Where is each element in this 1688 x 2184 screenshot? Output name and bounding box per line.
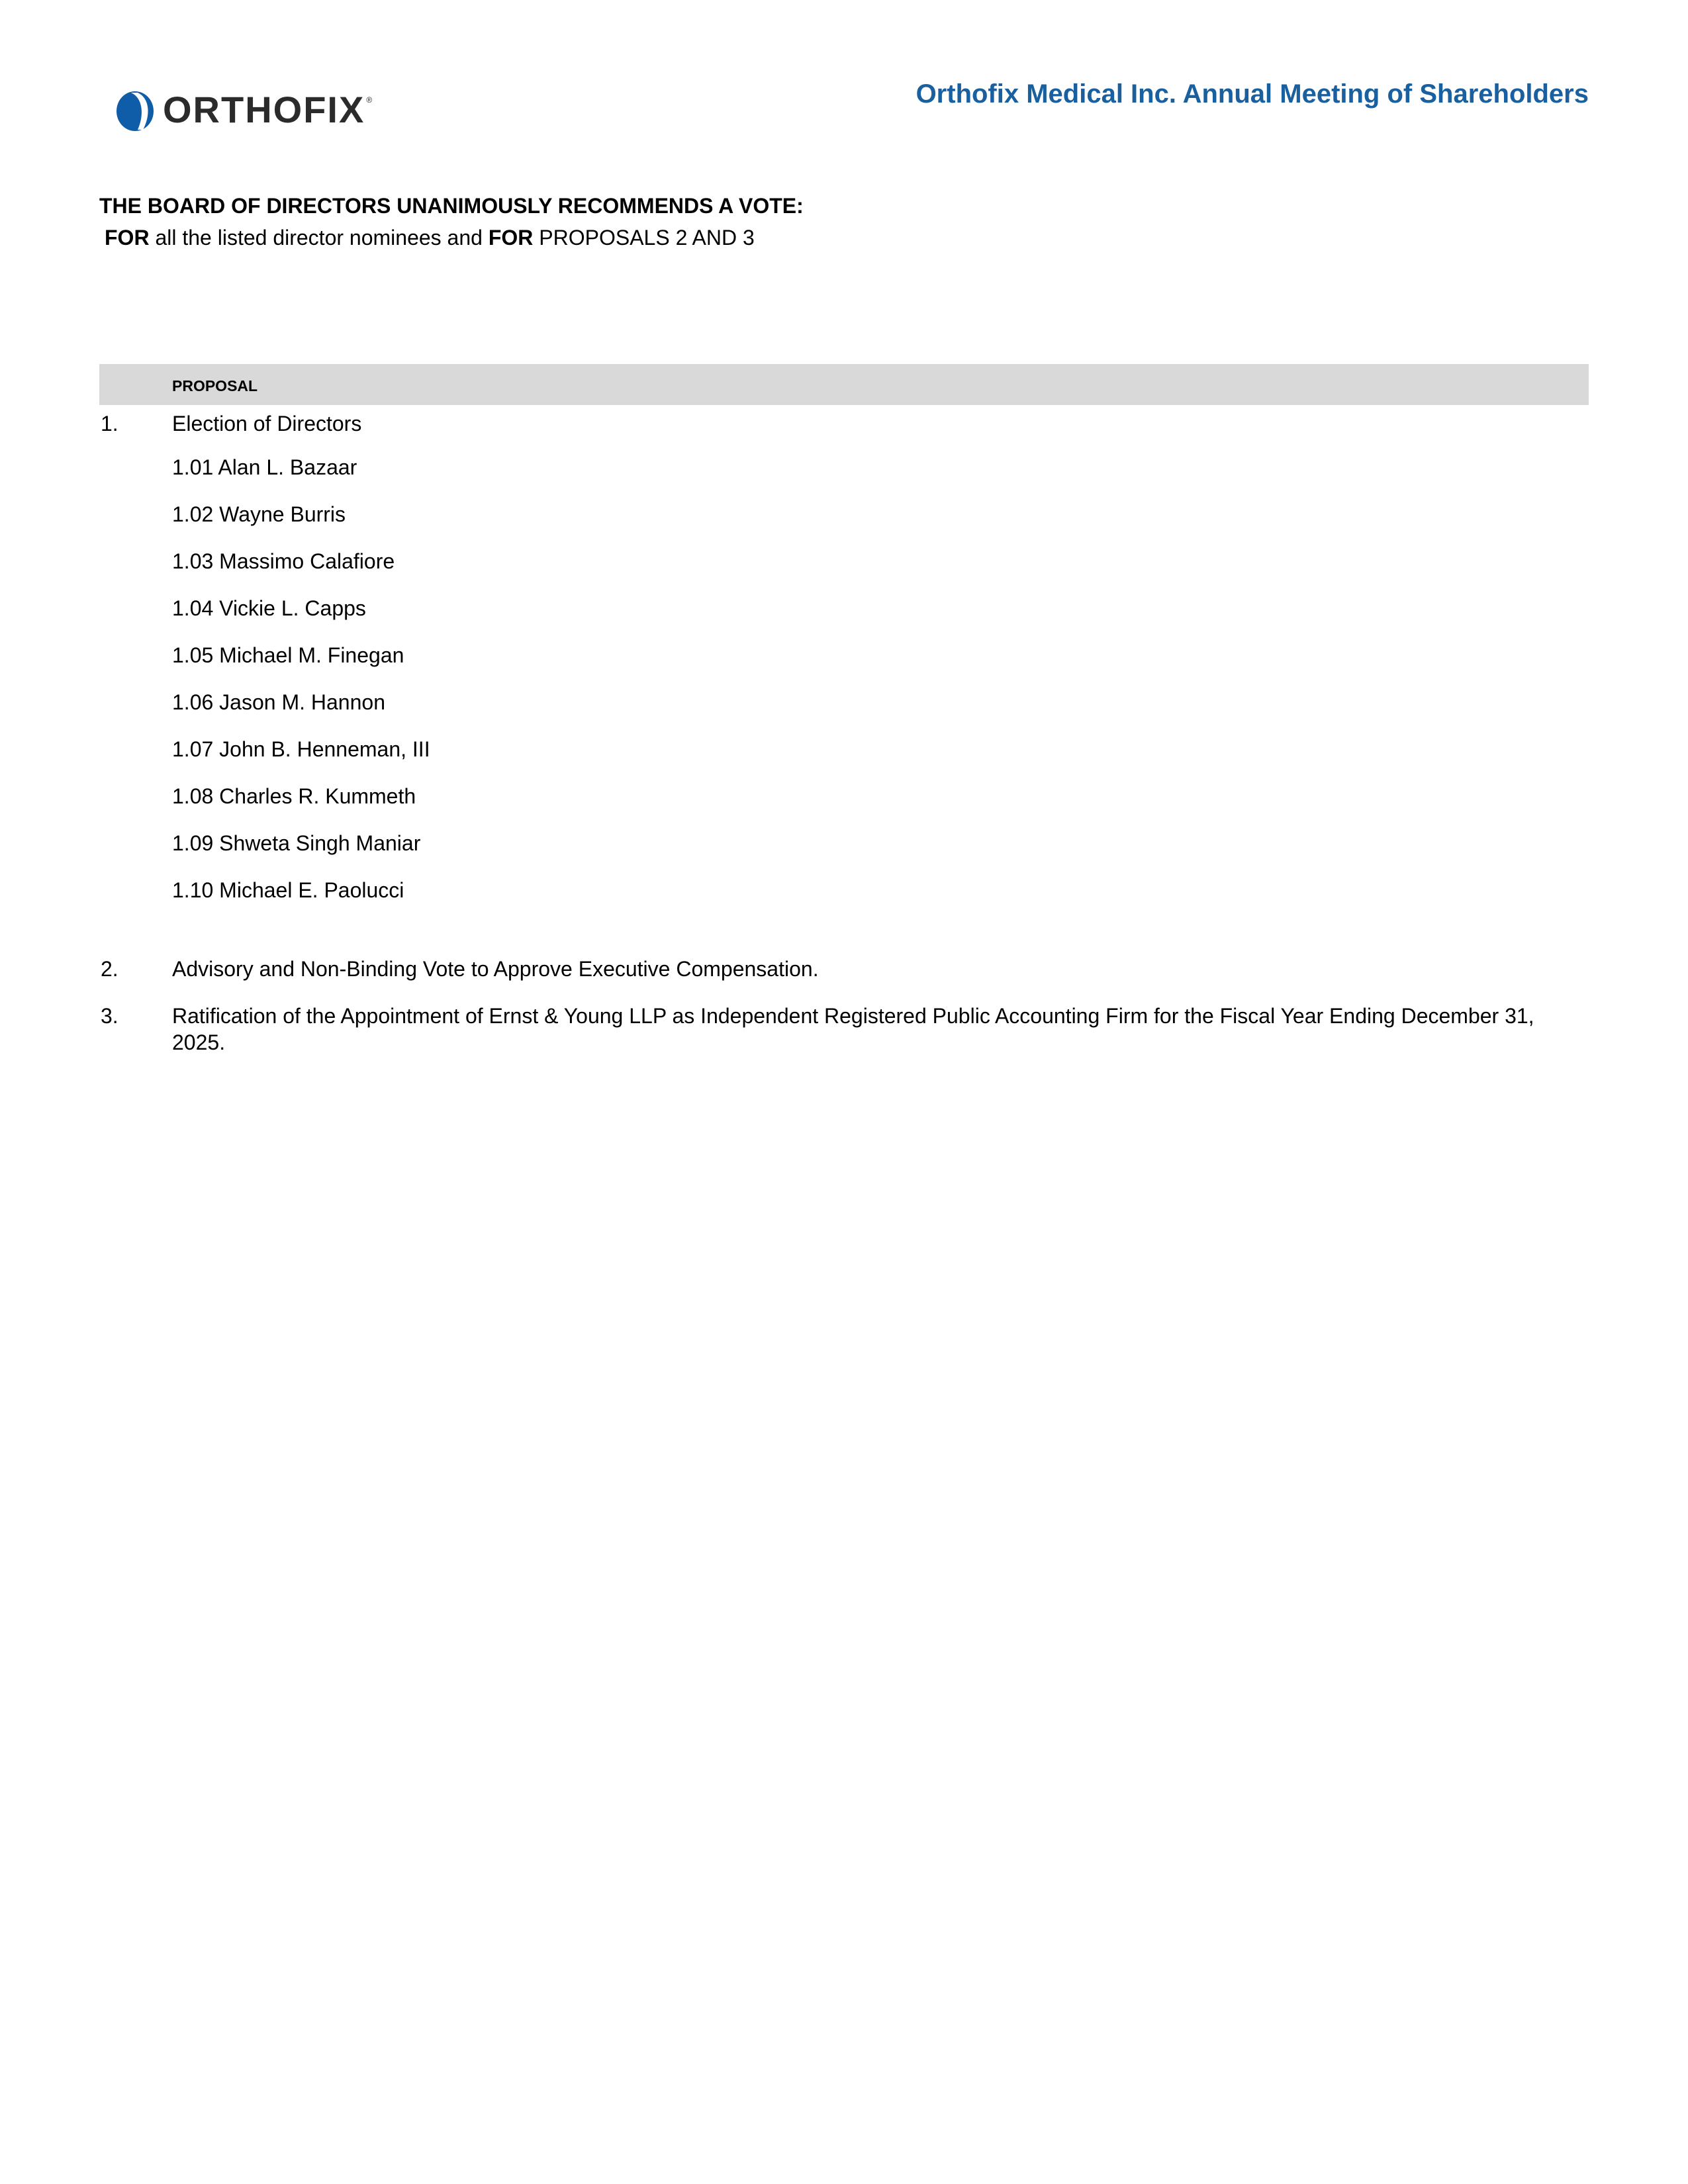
nominee-name: 1.03 Massimo Calafiore	[172, 549, 395, 573]
document-title: Orthofix Medical Inc. Annual Meeting of Shareholders	[915, 79, 1589, 109]
proposal-number: 1.	[101, 412, 118, 435]
nominee-name: 1.02 Wayne Burris	[172, 502, 346, 526]
recommendation-heading: THE BOARD OF DIRECTORS UNANIMOUSLY RECOMMENDS A VOTE:	[99, 194, 804, 218]
proposal-text: Advisory and Non-Binding Vote to Approve Executive Compensation.	[172, 957, 819, 981]
orthofix-logo-mark-icon	[111, 86, 159, 134]
nominee-name: 1.08 Charles R. Kummeth	[172, 784, 416, 808]
orthofix-logo	[111, 85, 409, 135]
for-label: FOR	[488, 226, 534, 250]
recommendation-line	[105, 225, 755, 250]
proposal-number: 3.	[101, 1004, 118, 1028]
nominee-name: 1.09 Shweta Singh Maniar	[172, 831, 421, 855]
logo-registered-mark: ®	[366, 95, 373, 105]
proposal-text: Election of Directors	[172, 412, 362, 435]
nominee-name: 1.05 Michael M. Finegan	[172, 643, 404, 667]
logo-wordmark: ORTHOFIX	[163, 89, 365, 130]
nominee-name: 1.01 Alan L. Bazaar	[172, 455, 357, 479]
proposal-table-header	[99, 364, 1589, 405]
nominee-name: 1.07 John B. Henneman, III	[172, 737, 430, 761]
proposal-column-header: PROPOSAL	[172, 377, 258, 394]
nominee-name: 1.10 Michael E. Paolucci	[172, 878, 404, 902]
nominee-name: 1.04 Vickie L. Capps	[172, 596, 366, 620]
proposal-text: Ratification of the Appointment of Ernst & Young LLP as Independent Registered Public Accounting Firm for the Fiscal Year Ending December 31, 2025.	[172, 1004, 1534, 1054]
proposal-number: 2.	[101, 957, 118, 981]
nominee-name: 1.06 Jason M. Hannon	[172, 690, 385, 714]
for-label: FOR	[105, 226, 150, 250]
recommendation-middle-text: all the listed director nominees and	[149, 226, 489, 250]
recommendation-end-text: PROPOSALS 2 AND 3	[533, 226, 755, 250]
